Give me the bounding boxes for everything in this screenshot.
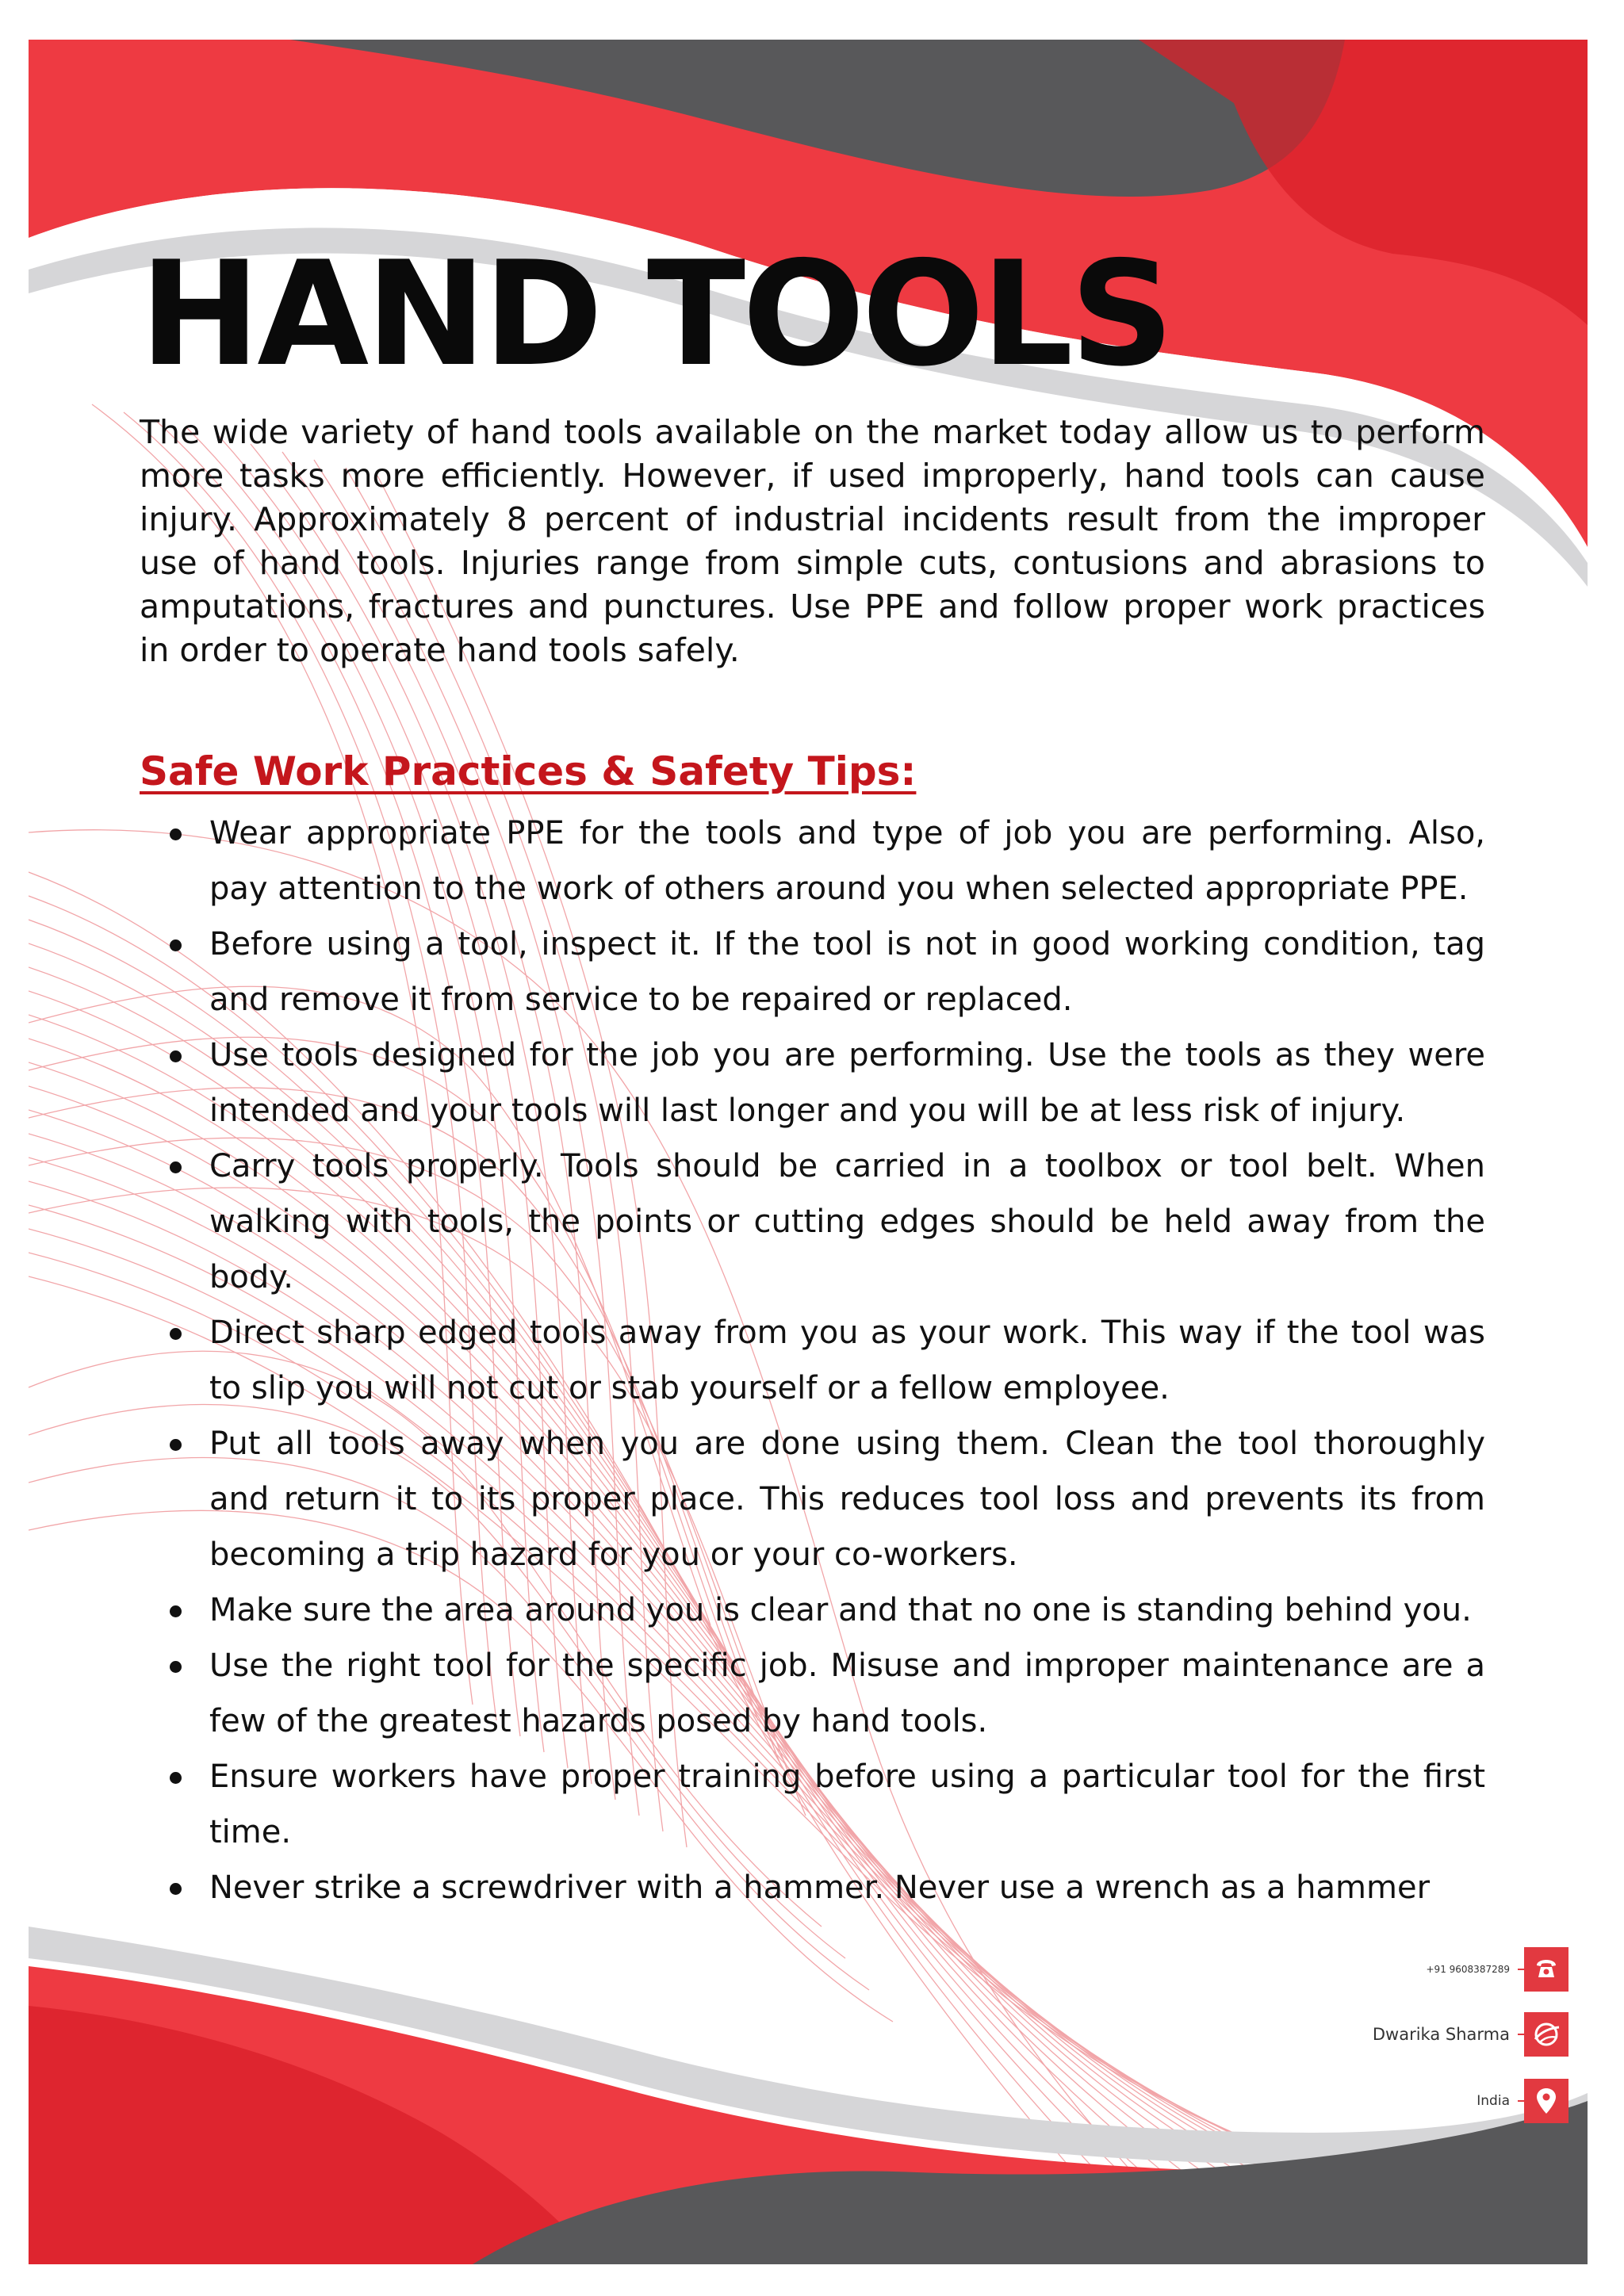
page-title: HAND TOOLS: [140, 230, 1171, 398]
contact-name-row: [1373, 2012, 1568, 2057]
contact-phone: +91 9608387289: [1426, 1964, 1510, 1975]
contact-location-row: [1477, 2079, 1568, 2123]
list-item: Ensure workers have proper training before using a particular tool for the first time.: [209, 1749, 1485, 1860]
contact-location: India: [1477, 2093, 1510, 2109]
list-item: Never strike a screwdriver with a hammer. Never use a wrench as a hammer: [209, 1860, 1485, 1915]
list-item: Wear appropriate PPE for the tools and type of job you are performing. Also, pay attention to the work of others around you when selected appropriate PPE.: [209, 806, 1485, 916]
intro-paragraph: The wide variety of hand tools available on the market today allow us to perform more tasks more efficiently. However, if used improperly, hand tools can cause injury. Approximately 8 percent of industrial incidents result from the improper use of hand tools. Injuries range from simple cuts, contusions and abrasions to amputations, fractures and punctures. Use PPE and follow proper work practices in order to operate hand tools safely.: [140, 413, 1485, 669]
location-pin-icon: [1524, 2079, 1568, 2123]
contact-phone-row: [1427, 1947, 1569, 1992]
contact-name: Dwarika Sharma: [1372, 2025, 1510, 2044]
list-item: Use tools designed for the job you are performing. Use the tools as they were intended and your tools will last longer and you will be at less risk of injury.: [209, 1027, 1485, 1138]
poster-page: [29, 40, 1588, 2264]
list-item: Direct sharp edged tools away from you as your work. This way if the tool was to slip you will not cut or stab yourself or a fellow employee.: [209, 1305, 1485, 1416]
list-item: Put all tools away when you are done using them. Clean the tool thoroughly and return it to its proper place. This reduces tool loss and prevents its from becoming a trip hazard for you or your co-workers.: [209, 1416, 1485, 1582]
tips-heading: Safe Work Practices & Safety Tips:: [140, 748, 917, 794]
list-item: Carry tools properly. Tools should be carried in a toolbox or tool belt. When walking with tools, the points or cutting edges should be held away from the body.: [209, 1138, 1485, 1305]
list-item: Make sure the area around you is clear and that no one is standing behind you.: [209, 1582, 1485, 1638]
safety-tips-list: [209, 806, 1485, 1915]
globe-icon: [1524, 2012, 1568, 2057]
phone-icon: [1524, 1947, 1568, 1992]
list-item: Before using a tool, inspect it. If the tool is not in good working condition, tag and remove it from service to be repaired or replaced.: [209, 916, 1485, 1027]
list-item: Use the right tool for the specific job. Misuse and improper maintenance are a few of the greatest hazards posed by hand tools.: [209, 1638, 1485, 1749]
